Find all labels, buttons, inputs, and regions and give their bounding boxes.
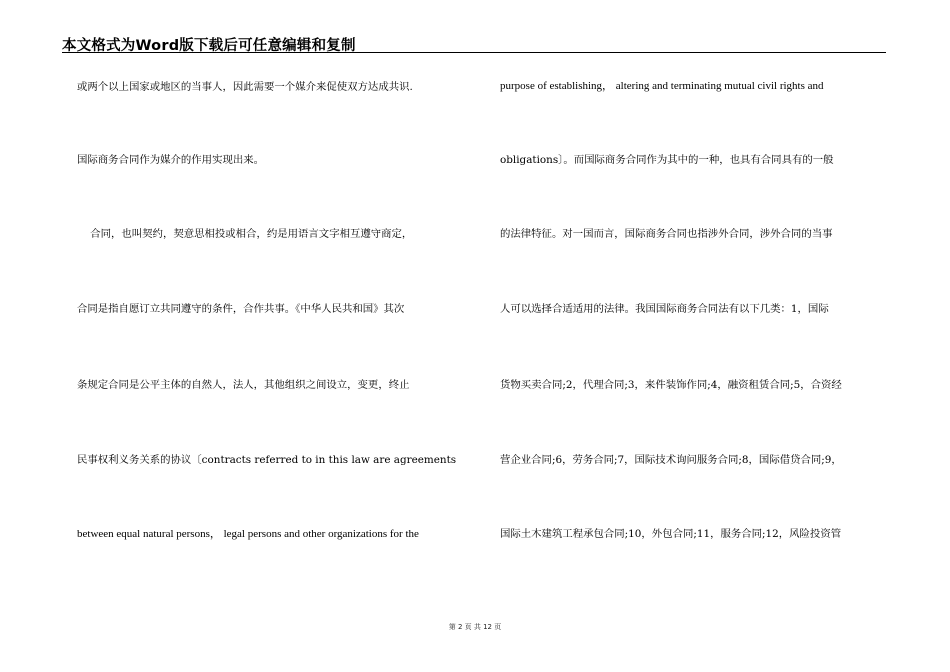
text-line: between equal natural persons， legal persons and other organizations for the [77, 528, 419, 540]
left-text-column [77, 0, 477, 672]
text-line: 国际土木建筑工程承包合同;10，外包合同;11，服务合同;12，风险投资管 [500, 528, 842, 540]
text-line: 合同，也叫契约，契意思相投或相合，约是用语言文字相互遵守商定， [77, 228, 413, 240]
page-number: 第 2 页 共 12 页 [448, 623, 502, 631]
text-line: purpose of establishing， altering and terminating mutual civil rights and [500, 80, 824, 92]
text-line: 的法律特征。对一国而言，国际商务合同也指涉外合同，涉外合同的当事 [500, 228, 833, 240]
text-line: 合同是指自愿订立共同遵守的条件，合作共事。《中华人民共和国》其次 [77, 303, 405, 315]
text-line: 国际商务合同作为媒介的作用实现出来。 [77, 154, 265, 166]
text-line: 条规定合同是公平主体的自然人，法人，其他组织之间设立，变更，终止 [77, 379, 410, 391]
text-line: 或两个以上国家或地区的当事人，因此需要一个媒介来促使双方达成共识. [77, 81, 413, 93]
text-line: obligations〕。而国际商务合同作为其中的一种，也具有合同具有的一般 [500, 154, 834, 166]
document-header-title: 本文格式为Word版下载后可任意编辑和复制 [62, 38, 356, 54]
text-line: 货物买卖合同;2，代理合同;3，来件装饰作同;4，融资租赁合同;5，合资经 [500, 379, 842, 391]
right-text-column [500, 0, 886, 672]
text-line: 人可以选择合适适用的法律。我国国际商务合同法有以下几类：1，国际 [500, 303, 829, 315]
text-line: 民事权利义务关系的协议〔contracts referred to in this law are agreements [77, 454, 457, 466]
text-line: 营企业合同;6，劳务合同;7，国际技术询问服务合同;8，国际借贷合同;9， [500, 454, 842, 466]
